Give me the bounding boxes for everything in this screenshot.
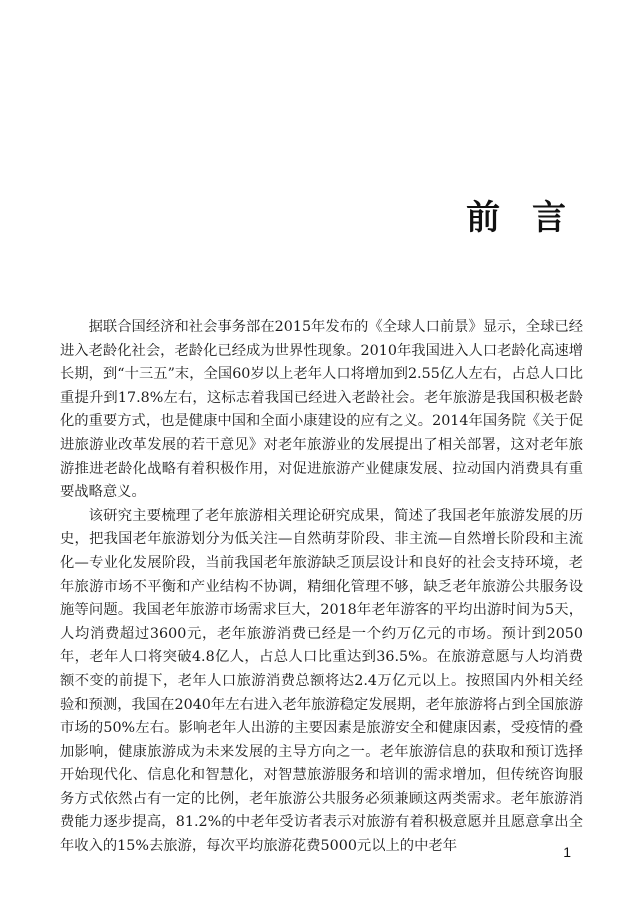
preface-heading: 前 言 (466, 198, 576, 238)
preface-body (60, 316, 583, 859)
paragraph-2: 该研究主要梳理了老年旅游相关理论研究成果，简述了我国老年旅游发展的历史，把我国老年旅游划分为低关注—自然萌芽阶段、非主流—自然增长阶段和主流化—专业化发展阶段，当前我国老年旅游缺乏顶层设计和良好的社会支持环境，老年旅游市场不平衡和产业结构不协调，精细化管理不够，缺乏老年旅游公共服务设施等问题。我国老年旅游市场需求巨大，2018年老年游客的平均出游时间为5天，人均消费超过3600元，老年旅游消费已经是一个约万亿元的市场。预计到2050年，老年人口将突破4.8亿人，占总人口比重达到36.5%。在旅游意愿与人均消费额不变的前提下，老年人口旅游消费总额将达2.4万亿元以上。按照国内外相关经验和预测，我国在2040年左右进入老年旅游稳定发展期，老年旅游将占到全国旅游市场的50%左右。影响老年人出游的主要因素是旅游安全和健康因素，受疫情的叠加影响，健康旅游成为未来发展的主导方向之一。老年旅游信息的获取和预订选择开始现代化、信息化和智慧化，对智慧旅游服务和培训的需求增加，但传统咨询服务方式依然占有一定的比例，老年旅游公共服务必须兼顾这两类需求。老年旅游消费能力逐步提高，81.2%的中老年受访者表示对旅游有着积极意愿并且愿意拿出全年收入的15%去旅游，每次平均旅游花费5000元以上的中老年 (60, 507, 583, 855)
page-number: 1 (563, 844, 571, 860)
paragraph-1: 据联合国经济和社会事务部在2015年发布的《全球人口前景》显示，全球已经进入老龄化社会，老龄化已经成为世界性现象。2010年我国进入人口老龄化高速增长期，到“十三五”末，全国60岁以上老年人口将增加到2.55亿人左右，占总人口比重提升到17.8%左右，这标志着我国已经进入老龄社会。老年旅游是我国积极老龄化的重要方式，也是健康中国和全面小康建设的应有之义。2014年国务院《关于促进旅游业改革发展的若干意见》对老年旅游业的发展提出了相关部署，这对老年旅游推进老龄化战略有着积极作用，对促进旅游产业健康发展、拉动国内消费具有重要战略意义。 (60, 319, 583, 501)
